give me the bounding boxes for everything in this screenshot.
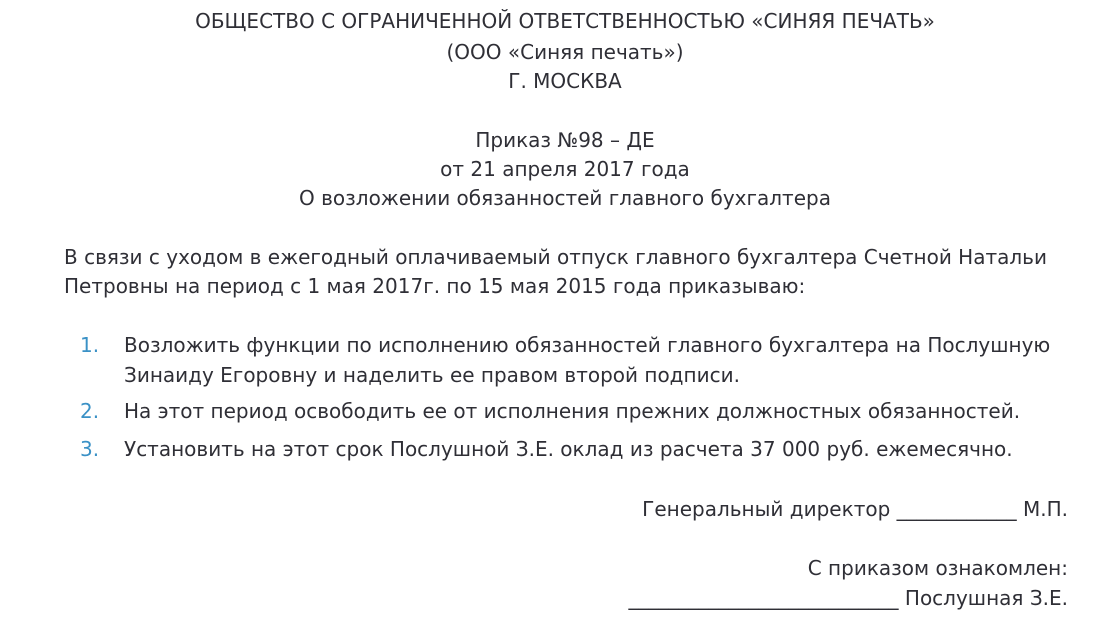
- city: Г. МОСКВА: [508, 69, 622, 93]
- company-full-name: ОБЩЕСТВО С ОГРАНИЧЕННОЙ ОТВЕТСТВЕННОСТЬЮ «СИНЯЯ ПЕЧАТЬ»: [195, 9, 935, 33]
- list-text-line-1: На этот период освободить ее от исполнения прежних должностных обязанностей.: [124, 399, 1021, 423]
- acquainted-signature-line: ___________________________ Послушная З.Е.: [628, 586, 1068, 610]
- preamble-line-1: В связи с уходом в ежегодный оплачиваемый отпуск главного бухгалтера Счетной Натальи: [64, 245, 1047, 269]
- list-text-line-1: Возложить функции по исполнению обязанностей главного бухгалтера на Послушную: [124, 333, 1051, 357]
- company-short-name: (ООО «Синяя печать»): [446, 40, 684, 64]
- list-text-line-2: Зинаиду Егоровну и наделить ее правом второй подписи.: [124, 363, 740, 387]
- order-subject: О возложении обязанностей главного бухгалтера: [299, 186, 831, 210]
- preamble-line-2: Петровны на период с 1 мая 2017г. по 15 мая 2015 года приказываю:: [64, 274, 806, 298]
- list-number: 3.: [80, 437, 100, 461]
- list-number: 2.: [80, 399, 100, 423]
- acquainted-label: С приказом ознакомлен:: [807, 556, 1068, 580]
- order-number: Приказ №98 – ДЕ: [475, 128, 655, 152]
- list-number: 1.: [80, 333, 100, 357]
- list-text-line-1: Установить на этот срок Послушной З.Е. оклад из расчета 37 000 руб. ежемесячно.: [124, 437, 1013, 461]
- order-date: от 21 апреля 2017 года: [440, 157, 690, 181]
- director-signature-line: Генеральный директор ____________ М.П.: [642, 497, 1068, 521]
